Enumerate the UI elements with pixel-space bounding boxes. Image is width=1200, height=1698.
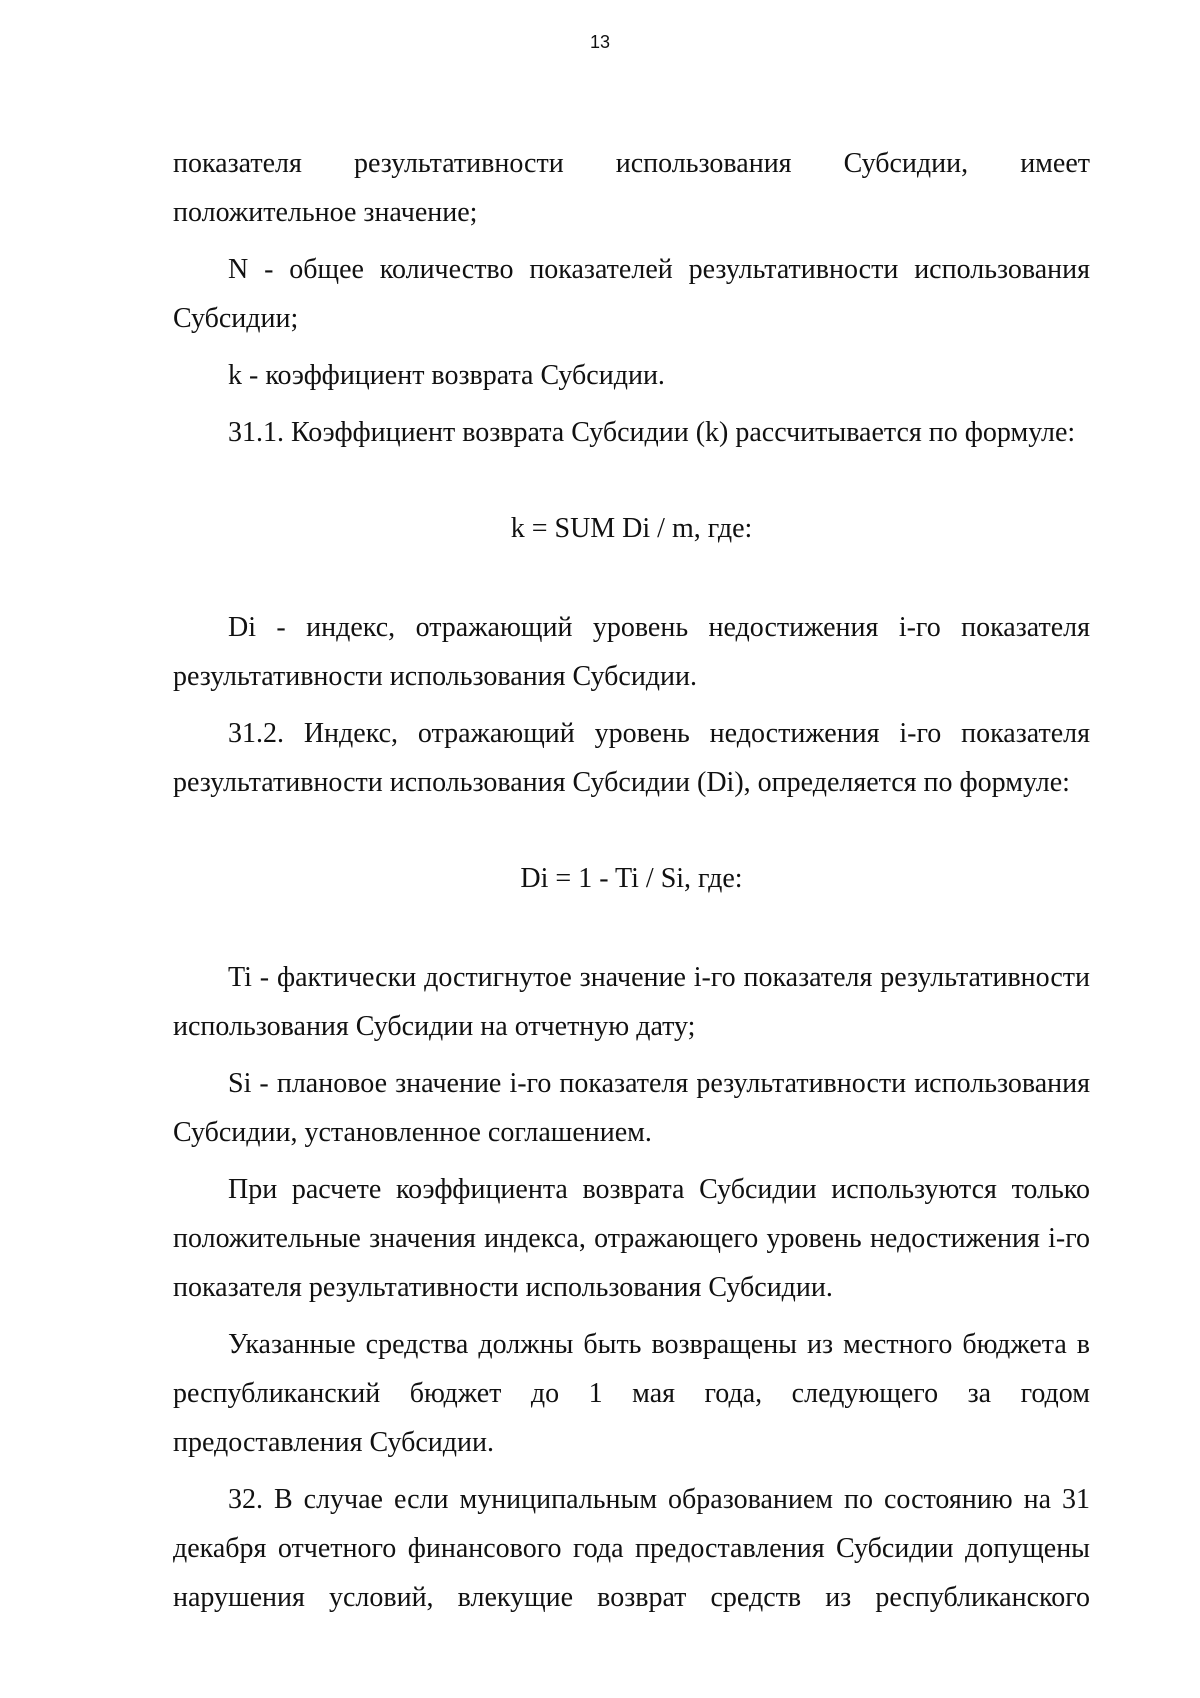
paragraph-definition-ti: Ti - фактически достигнутое значение i-го показателя результативности использования Субсидии на отчетную дату;: [173, 962, 1090, 1042]
document-body: [173, 139, 1090, 1622]
formula-di: Di = 1 - Ti / Si, где:: [520, 863, 743, 894]
paragraph-31-1: 31.1. Коэффициент возврата Субсидии (k) рассчитывается по формуле:: [228, 417, 1076, 448]
paragraph-return-deadline: Указанные средства должны быть возвращены из местного бюджета в республиканский бюджет до 1 мая года, следующего за годом предоставления Субсидии.: [173, 1329, 1090, 1458]
paragraph-definition-di: Di - индекс, отражающий уровень недостижения i-го показателя результативности использования Субсидии.: [173, 612, 1090, 692]
paragraph-definition-k: k - коэффициент возврата Субсидии.: [228, 360, 665, 391]
paragraph-positive-values: При расчете коэффициента возврата Субсидии используются только положительные значения индекса, отражающего уровень недостижения i-го показателя результативности использования Субсидии.: [173, 1174, 1090, 1303]
paragraph-definition-si: Si - плановое значение i-го показателя результативности использования Субсидии, установленное соглашением.: [173, 1068, 1090, 1148]
paragraph-31-2: 31.2. Индекс, отражающий уровень недостижения i-го показателя результативности использования Субсидии (Di), определяется по формуле:: [173, 718, 1090, 798]
paragraph-definition-n: N - общее количество показателей результативности использования Субсидии;: [173, 254, 1090, 334]
paragraph-continuation: показателя результативности использования Субсидии, имеет положительное значение;: [173, 148, 1090, 228]
formula-k: k = SUM Di / m, где:: [510, 513, 753, 544]
page-number: 13: [589, 32, 611, 52]
paragraph-32: 32. В случае если муниципальным образованием по состоянию на 31 декабря отчетного финансового года предоставления Субсидии допущены нарушения условий, влекущие возврат средств из республиканского: [173, 1484, 1090, 1613]
